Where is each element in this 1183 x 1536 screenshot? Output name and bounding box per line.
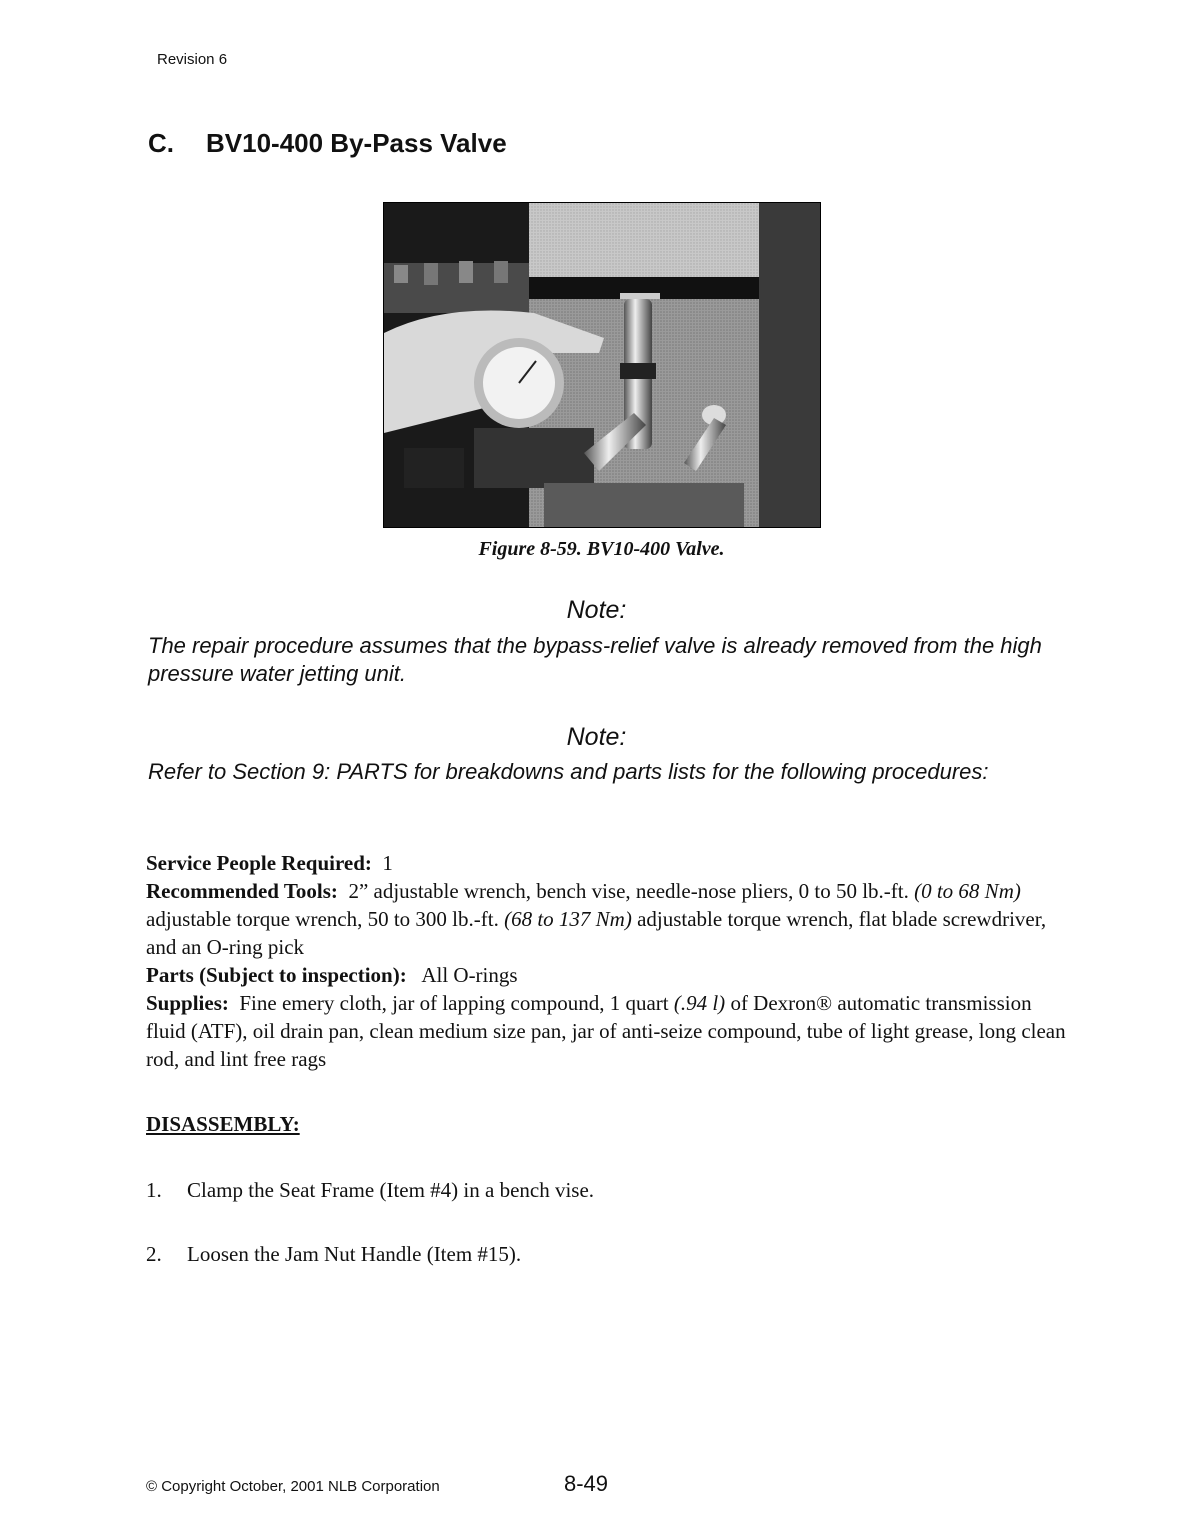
- supplies-text-a: Fine emery cloth, jar of lapping compound, 1 quart: [239, 991, 669, 1015]
- tools-line: [146, 877, 1066, 961]
- tools-text-e: adjustable torque wrench, flat blade screwdriver, and an O-ring pick: [146, 907, 1047, 959]
- tools-label: Recommended Tools:: [146, 879, 338, 903]
- tools-metric-b: (68 to 137 Nm): [504, 907, 632, 931]
- supplies-label: Supplies:: [146, 991, 229, 1015]
- supplies-text-c: of Dexron® automatic transmission fluid (ATF), oil drain pan, clean medium size pan, jar of anti-seize compound, tube of light grease, long clean rod, and lint free rags: [146, 991, 1066, 1071]
- service-requirements: [146, 849, 1066, 1073]
- service-people-line: [146, 849, 1066, 877]
- note-heading: Note:: [566, 723, 627, 751]
- note-heading: Note:: [566, 596, 627, 624]
- section-letter: C.: [148, 128, 174, 158]
- supplies-metric: (.94 l): [673, 991, 726, 1015]
- parts-value: All O-rings: [421, 963, 518, 987]
- procedure-step: [146, 1242, 521, 1267]
- copyright-notice: © Copyright October, 2001 NLB Corporation: [146, 1478, 440, 1495]
- section-title: [148, 128, 507, 159]
- procedure-step: [146, 1178, 594, 1203]
- valve-photo: [383, 202, 821, 528]
- tools-text-a: 2” adjustable wrench, bench vise, needle-nose pliers, 0 to 50 lb.-ft.: [348, 879, 909, 903]
- figure-caption: Figure 8-59. BV10-400 Valve.: [478, 538, 725, 560]
- service-people-label: Service People Required:: [146, 851, 372, 875]
- step-text: Clamp the Seat Frame (Item #4) in a bench vise.: [187, 1178, 595, 1202]
- parts-line: [146, 961, 1066, 989]
- supplies-line: [146, 989, 1066, 1073]
- disassembly-heading: DISASSEMBLY:: [146, 1112, 300, 1136]
- step-text: Loosen the Jam Nut Handle (Item #15).: [187, 1242, 522, 1266]
- parts-label: Parts (Subject to inspection):: [146, 963, 407, 987]
- note-text: Refer to Section 9: PARTS for breakdowns and parts lists for the following procedures:: [148, 759, 989, 784]
- step-number: 2.: [146, 1242, 162, 1266]
- revision-label: Revision 6: [157, 51, 228, 68]
- tools-text-c: adjustable torque wrench, 50 to 300 lb.-ft.: [146, 907, 499, 931]
- page-number: 8-49: [564, 1471, 609, 1496]
- section-title-text: BV10-400 By-Pass Valve: [206, 128, 507, 158]
- step-number: 1.: [146, 1178, 162, 1202]
- tools-metric-a: (0 to 68 Nm): [914, 879, 1021, 903]
- service-people-value: 1: [382, 851, 393, 875]
- note-text: The repair procedure assumes that the bypass-relief valve is already removed from the high pressure water jetting unit.: [148, 633, 1042, 686]
